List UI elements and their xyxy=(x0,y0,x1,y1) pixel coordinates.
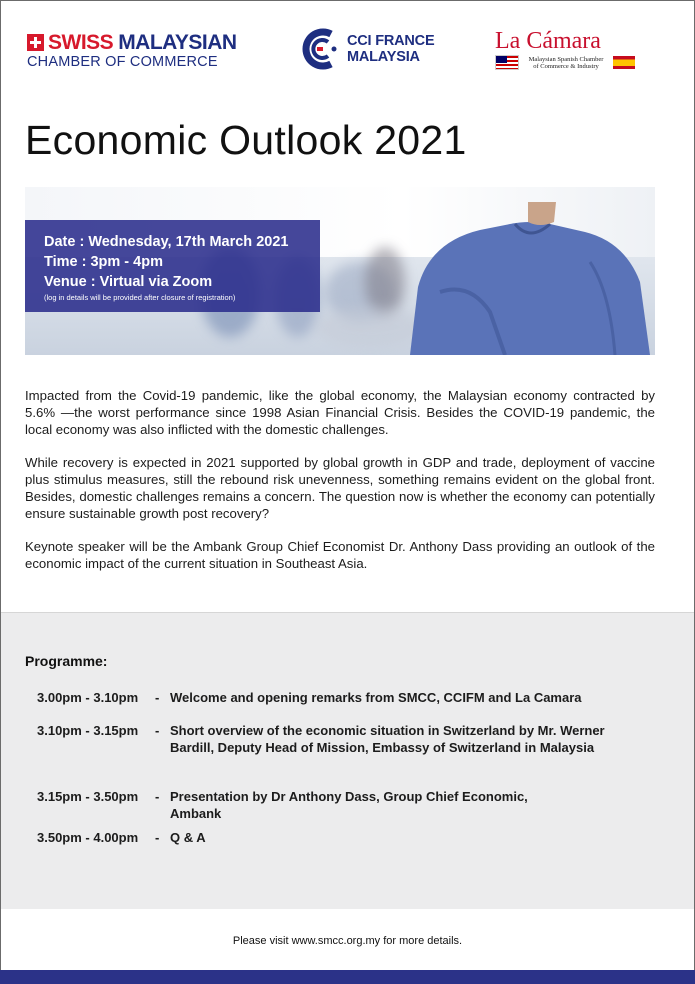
programme-dash: - xyxy=(155,830,160,845)
event-login-note: (log in details will be provided after closure of registration) xyxy=(44,293,236,302)
event-date: Date : Wednesday, 17th March 2021 xyxy=(44,234,289,250)
intro-paragraph-2: While recovery is expected in 2021 supported by global growth in GDP and trade, deployment of vaccine plus stimulus measures, still the rebound risk unevenness, something remains evident on the global front. Besides, domestic challenges remains a concern. The question now is whether the economy can potentially ensure sustainable growth post recovery? xyxy=(25,455,655,521)
cci-logo-line1: CCI FRANCE xyxy=(347,33,435,49)
malaysia-flag-icon xyxy=(495,55,519,70)
programme-time: 3.15pm - 3.50pm xyxy=(37,789,139,804)
swiss-flag-icon xyxy=(27,34,44,51)
banner-blur-table xyxy=(315,307,425,347)
programme-dash: - xyxy=(155,789,160,804)
programme-time: 3.00pm - 3.10pm xyxy=(37,690,139,705)
footer-text: Please visit www.smcc.org.my for more details. xyxy=(232,935,463,947)
bottom-bar xyxy=(0,970,695,984)
cci-france-logo xyxy=(301,28,434,70)
smcc-logo-malaysian: MALAYSIAN xyxy=(118,30,237,54)
la-camara-title: La Cámara xyxy=(495,28,601,54)
programme-heading: Programme: xyxy=(25,653,108,669)
programme-section xyxy=(1,612,694,909)
cci-logo-line2: MALAYSIA xyxy=(347,49,420,65)
smcc-logo-subtitle: CHAMBER OF COMMERCE xyxy=(27,54,218,70)
intro-paragraph-3: Keynote speaker will be the Ambank Group Chief Economist Dr. Anthony Dass providing an outlook of the economic impact of the current situation in Southeast Asia. xyxy=(25,539,655,571)
page-title: Economic Outlook 2021 xyxy=(25,117,467,163)
event-time: Time : 3pm - 4pm xyxy=(44,254,163,270)
presenter-image xyxy=(410,202,655,355)
programme-time: 3.10pm - 3.15pm xyxy=(37,723,139,738)
intro-paragraph-1: Impacted from the Covid-19 pandemic, like the global economy, the Malaysian economy contracted by 5.6% —the worst performance since 1998 Asian Financial Crisis. Besides the COVID-19 pandemic, the local economy was also inflicted with the domestic challenges. xyxy=(25,388,655,437)
la-camara-sub2: of Commerce & Industry xyxy=(533,62,599,70)
la-camara-sub1: Malaysian Spanish Chamber xyxy=(528,55,604,63)
smcc-logo xyxy=(27,30,237,70)
la-camara-logo xyxy=(495,28,635,70)
event-banner xyxy=(25,187,655,355)
smcc-logo-swiss: SWISS xyxy=(48,30,114,54)
event-venue: Venue : Virtual via Zoom xyxy=(44,274,213,290)
programme-desc: Q & A xyxy=(170,830,206,845)
spain-flag-icon xyxy=(613,56,635,69)
programme-desc: Short overview of the economic situation in Switzerland by Mr. Werner Bardill, Deputy Head of Mission, Embassy of Switzerland in Malaysia xyxy=(170,723,605,755)
programme-dash: - xyxy=(155,723,160,738)
programme-dash: - xyxy=(155,690,160,705)
programme-desc: Presentation by Dr Anthony Dass, Group Chief Economic, Ambank xyxy=(170,789,528,821)
cci-emblem-icon xyxy=(301,28,339,70)
programme-desc: Welcome and opening remarks from SMCC, CCIFM and La Camara xyxy=(170,690,582,705)
programme-time: 3.50pm - 4.00pm xyxy=(37,830,139,845)
event-details-box xyxy=(25,220,320,312)
